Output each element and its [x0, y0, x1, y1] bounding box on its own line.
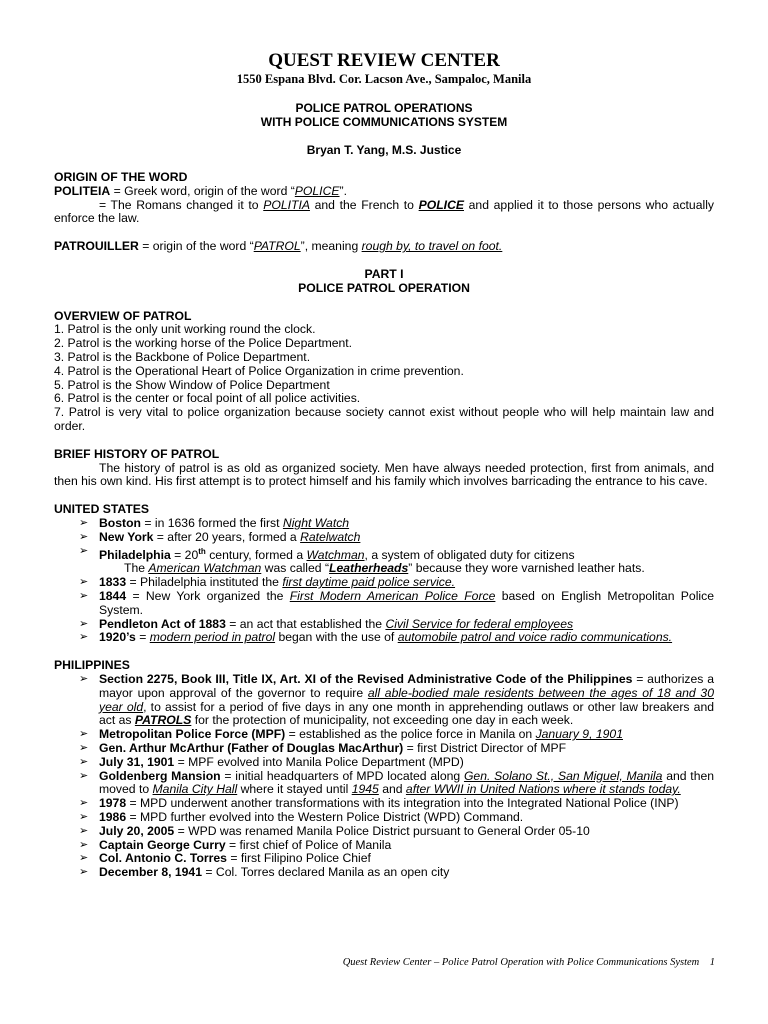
page-number: 1: [709, 957, 715, 968]
text: = established as the police force in Manila on: [285, 727, 536, 742]
list-item: [79, 742, 714, 756]
text: = The Romans changed it to: [99, 197, 264, 212]
emph: automobile patrol and voice radio communications.: [397, 630, 673, 645]
list-item: [79, 631, 714, 645]
text: = MPD further evolved into the Western Police District (WPD) Command.: [126, 809, 524, 824]
emph: January 9, 1901: [535, 727, 623, 742]
spacer: [54, 645, 714, 659]
term: Pendleton Act of 1883: [99, 616, 226, 631]
text: and then moved to: [99, 768, 715, 797]
text: and: [378, 782, 406, 797]
arrow-bullet-icon: ➢: [79, 728, 89, 741]
emph: POLITIA: [263, 197, 310, 212]
text: where it stayed until: [237, 782, 352, 797]
arrow-bullet-icon: ➢: [79, 672, 89, 685]
term: PATROUILLER: [54, 239, 139, 254]
term: Boston: [99, 515, 141, 530]
text: ” because they wore varnished leather hats.: [408, 561, 645, 576]
emph: PATROLS: [134, 713, 192, 728]
document-subtitle-2: WITH POLICE COMMUNICATIONS SYSTEM: [260, 115, 508, 129]
list-item: [79, 531, 714, 545]
emph: Night Watch: [282, 515, 350, 530]
arrow-bullet-icon: ➢: [79, 741, 89, 754]
ph-heading: PHILIPPINES: [54, 658, 130, 673]
list-item: [79, 545, 714, 577]
text: = initial headquarters of MPD located along: [220, 768, 464, 783]
term: Captain George Curry: [99, 837, 226, 852]
text: ”, meaning: [300, 239, 362, 254]
term: Philadelphia: [99, 547, 171, 562]
emph: modern period in patrol: [149, 630, 276, 645]
spacer: [54, 296, 714, 310]
arrow-bullet-icon: ➢: [79, 866, 89, 879]
text: = an act that established the: [225, 616, 386, 631]
arrow-bullet-icon: ➢: [79, 589, 89, 602]
text: = first District Director of MPF: [403, 740, 567, 755]
list-item: [79, 728, 714, 742]
spacer: [54, 489, 714, 503]
ph-list: [54, 673, 714, 880]
text: , to assist for a period of five days in any one month in apprehending outlaws or other law breakers and act as: [99, 699, 715, 728]
emph: 1945: [351, 782, 379, 797]
term: Section 2275, Book III, Title IX, Art. XI of the Revised Administrative Code of the Philippines: [99, 671, 633, 686]
emph: Leatherheads: [329, 561, 409, 576]
page-footer: [300, 957, 715, 968]
text: = New York organized the: [126, 588, 290, 603]
emph: Ratelwatch: [300, 529, 361, 544]
term: Goldenberg Mansion: [99, 768, 221, 783]
part-title: POLICE PATROL OPERATION: [298, 280, 470, 295]
text: = after 20 years, formed a: [153, 529, 301, 544]
text: century, formed a: [205, 547, 307, 562]
history-paragraph: The history of patrol is as old as organized society. Men have always needed protection, first from animals, and then his own kind. His first attempt is to protect himself and his family which involves barricading the entrance to his cave.: [54, 460, 714, 489]
author-line: Bryan T. Yang, M.S. Justice: [306, 143, 462, 157]
emph: Gen. Solano St., San Miguel, Manila: [463, 768, 663, 783]
list-item: [79, 673, 714, 728]
text: = authorizes a mayor upon approval of the governor to require: [99, 671, 714, 700]
emph: after WWII in United Nations where it stands today.: [405, 782, 681, 797]
text: = MPD underwent another transformations with its integration into the Integrated National Police (INP): [126, 796, 679, 811]
spacer: [54, 87, 714, 101]
text: was called “: [261, 561, 330, 576]
overview-item: 6. Patrol is the center or focal point of all police activities.: [54, 391, 361, 406]
spacer: [54, 254, 714, 268]
list-item: [79, 797, 714, 811]
history-heading: BRIEF HISTORY OF PATROL: [54, 446, 220, 461]
spacer: [54, 129, 714, 143]
part-label: PART I: [364, 266, 404, 281]
text: = WPD was renamed Manila Police District pursuant to General Order 05-10: [174, 823, 590, 838]
emph: first daytime paid police service.: [282, 575, 456, 590]
arrow-bullet-icon: ➢: [79, 769, 89, 782]
superscript: th: [198, 546, 206, 556]
text: , a system of obligated duty for citizens: [364, 547, 575, 562]
document-page: [54, 0, 714, 880]
term: 1978: [99, 796, 127, 811]
emph: Civil Service for federal employees: [385, 616, 574, 631]
origin-heading: ORIGIN OF THE WORD: [54, 170, 188, 184]
term: July 20, 2005: [99, 823, 175, 838]
list-item: [79, 576, 714, 590]
list-item: [79, 811, 714, 825]
emph: all able-bodied male residents between the ages of 18 and 30 year old: [99, 685, 714, 714]
list-item: [79, 770, 714, 798]
overview-item: 4. Patrol is the Operational Heart of Police Organization in crime prevention.: [54, 363, 464, 378]
arrow-bullet-icon: ➢: [79, 810, 89, 823]
term: 1844: [99, 588, 127, 603]
list-item: [79, 590, 714, 618]
text: and the French to: [309, 197, 419, 212]
romans-paragraph: [54, 199, 714, 227]
list-item: [79, 866, 714, 880]
list-item: [79, 517, 714, 531]
list-item: [79, 825, 714, 839]
text: based on English Metropolitan Police System.: [99, 588, 714, 617]
term: Metropolitan Police Force (MPF): [99, 727, 286, 742]
document-subtitle-1: POLICE PATROL OPERATIONS: [295, 101, 473, 115]
term: 1833: [99, 575, 127, 590]
term: Col. Antonio C. Torres: [99, 851, 227, 866]
arrow-bullet-icon: ➢: [79, 824, 89, 837]
term: Gen. Arthur McArthur (Father of Douglas MacArthur): [99, 740, 404, 755]
politeia-line: [54, 185, 714, 199]
text: ”.: [339, 183, 347, 198]
spacer: [54, 157, 714, 171]
text: = first chief of Police of Manila: [225, 837, 392, 852]
text: The: [124, 561, 149, 576]
overview-item: 2. Patrol is the working horse of the Police Department.: [54, 336, 353, 351]
emph: POLICE: [294, 183, 340, 198]
text: = first Filipino Police Chief: [226, 851, 371, 866]
overview-heading: OVERVIEW OF PATROL: [54, 308, 192, 323]
emph: POLICE: [418, 197, 464, 212]
list-item: [79, 852, 714, 866]
arrow-bullet-icon: ➢: [79, 631, 89, 644]
text: = 20: [170, 547, 199, 562]
text: = Philadelphia instituted the: [126, 575, 283, 590]
arrow-bullet-icon: ➢: [79, 530, 89, 543]
text: for the protection of municipality, not exceeding one day in each week.: [191, 713, 574, 728]
patrouiller-line: [54, 240, 714, 254]
arrow-bullet-icon: ➢: [79, 617, 89, 630]
term: New York: [99, 529, 154, 544]
list-item: [79, 756, 714, 770]
emph: rough by, to travel on foot.: [361, 239, 503, 254]
overview-item: 1. Patrol is the only unit working round the clock.: [54, 322, 316, 337]
emph: PATROL: [253, 239, 301, 254]
arrow-bullet-icon: ➢: [79, 797, 89, 810]
text: and applied it to those persons who actually enforce the law.: [54, 197, 714, 226]
list-item: [79, 839, 714, 853]
us-list: [54, 517, 714, 645]
term: POLITEIA: [54, 183, 111, 198]
text: = in 1636 formed the first: [140, 515, 283, 530]
spacer: [54, 226, 714, 240]
arrow-bullet-icon: ➢: [79, 576, 89, 589]
arrow-bullet-icon: ➢: [79, 516, 89, 529]
text: = MPF evolved into Manila Police Department (MPD): [174, 754, 464, 769]
arrow-bullet-icon: ➢: [79, 838, 89, 851]
overview-item: 3. Patrol is the Backbone of Police Department.: [54, 349, 311, 364]
spacer: [54, 434, 714, 448]
emph: Watchman: [306, 547, 365, 562]
overview-item: 5. Patrol is the Show Window of Police Department: [54, 377, 330, 392]
text: =: [135, 630, 150, 645]
emph: American Watchman: [148, 561, 262, 576]
term: 1920’s: [99, 630, 136, 645]
term: 1986: [99, 809, 127, 824]
term: July 31, 1901: [99, 754, 175, 769]
overview-item: 7. Patrol is very vital to police organization because society cannot exist without people who will help maintain law and order.: [54, 405, 714, 433]
philadelphia-detail: [79, 562, 714, 576]
emph: Manila City Hall: [152, 782, 238, 797]
emph: First Modern American Police Force: [289, 588, 496, 603]
address-line: 1550 Espana Blvd. Cor. Lacson Ave., Sampaloc, Manila: [236, 72, 532, 86]
page-title: QUEST REVIEW CENTER: [268, 50, 500, 71]
text: = Col. Torres declared Manila as an open city: [202, 865, 450, 880]
footer-text: Quest Review Center – Police Patrol Operation with Police Communications System: [342, 957, 700, 968]
text: began with the use of: [275, 630, 398, 645]
arrow-bullet-icon: ➢: [79, 544, 89, 557]
arrow-bullet-icon: ➢: [79, 755, 89, 768]
text: = origin of the word “: [138, 239, 254, 254]
list-item: [79, 618, 714, 632]
text: = Greek word, origin of the word “: [110, 183, 295, 198]
arrow-bullet-icon: ➢: [79, 852, 89, 865]
term: December 8, 1941: [99, 865, 202, 880]
us-heading: UNITED STATES: [54, 502, 150, 517]
